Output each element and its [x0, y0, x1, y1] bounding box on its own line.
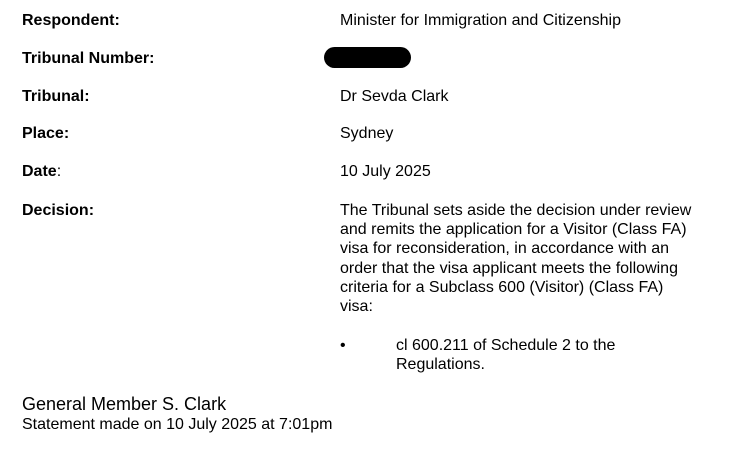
- bullet-item: [396, 336, 615, 374]
- date-value: 10 July 2025: [340, 163, 431, 180]
- decision-line: visa for reconsideration, in accordance with an: [340, 240, 670, 258]
- date-label: [22, 162, 61, 181]
- place-value: Sydney: [340, 125, 394, 142]
- tribunal-label: Tribunal:: [22, 88, 90, 105]
- respondent-value: Minister for Immigration and Citizenship: [340, 12, 621, 29]
- place-label: Place:: [22, 125, 70, 142]
- decision-line: visa:: [340, 298, 373, 316]
- date-label-colon: :: [56, 163, 62, 180]
- decision-text: [340, 201, 725, 316]
- decision-line: and remits the application for a Visitor (Class FA): [340, 221, 687, 239]
- tribunal-number-redaction: [324, 47, 411, 68]
- tribunal-number-label: Tribunal Number:: [22, 50, 155, 67]
- bullet-item-line: cl 600.211 of Schedule 2 to the: [396, 337, 616, 354]
- decision-line: order that the visa applicant meets the following: [340, 259, 678, 277]
- date-label-text: Date: [22, 163, 57, 180]
- bullet-item-line: Regulations.: [396, 356, 485, 374]
- decision-line: The Tribunal sets aside the decision under review: [340, 202, 692, 219]
- signature-statement: Statement made on 10 July 2025 at 7:01pm: [22, 416, 333, 433]
- decision-label: Decision:: [22, 202, 95, 219]
- signature-name: General Member S. Clark: [22, 394, 227, 414]
- tribunal-value: Dr Sevda Clark: [340, 88, 449, 105]
- bullet-icon: •: [340, 337, 346, 354]
- respondent-label: Respondent:: [22, 12, 120, 29]
- decision-line: criteria for a Subclass 600 (Visitor) (Class FA): [340, 278, 664, 296]
